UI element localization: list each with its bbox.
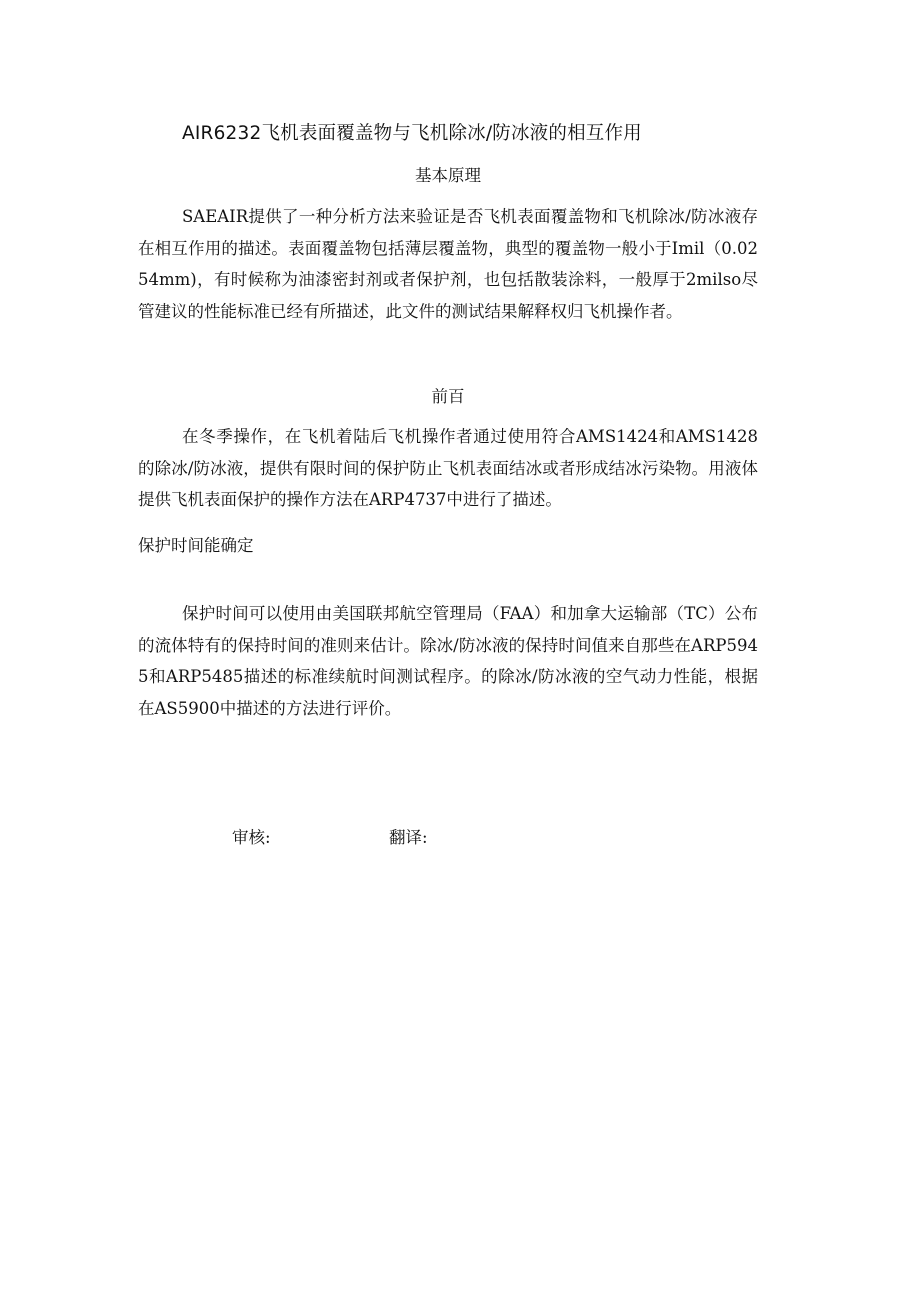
paragraph-protection-time: 保护时间可以使用由美国联邦航空管理局（FAA）和加拿大运输部（TC）公布的流体特有的保持时间的准则来估计。除冰/防冰液的保持时间值来自那些在ARP5945和ARP5485描述的标准续航时间测试程序。的除冰/防冰液的空气动力性能，根据在AS5900中描述的方法进行评价。 [138,604,758,718]
paragraph-preface: 在冬季操作，在飞机着陆后飞机操作者通过使用符合AMS1424和AMS1428的除冰/防冰液，提供有限时间的保护防止飞机表面结冰或者形成结冰污染物。用液体提供飞机表面保护的操作方法在ARP4737中进行了描述。 [138,427,758,509]
section-heading-protection-time: 保护时间能确定 [138,536,254,555]
section-heading-basic-principle: 基本原理 [415,166,481,185]
translate-signature-label: 翻译: [389,828,428,847]
document-title: AIR6232飞机表面覆盖物与飞机除冰/防冰液的相互作用 [182,123,642,144]
section-heading-preface: 前百 [431,387,465,406]
review-signature-label: 审核: [232,828,271,847]
paragraph-basic-principle: SAEAIR提供了一种分析方法来验证是否飞机表面覆盖物和飞机除冰/防冰液存在相互作用的描述。表面覆盖物包括薄层覆盖物，典型的覆盖物一般小于Imil（0.0254mm)，有时候称为油漆密封剂或者保护剂，也包括散装涂料，一般厚于2milso尽管建议的性能标准已经有所描述，此文件的测试结果解释权归飞机操作者。 [138,207,758,321]
